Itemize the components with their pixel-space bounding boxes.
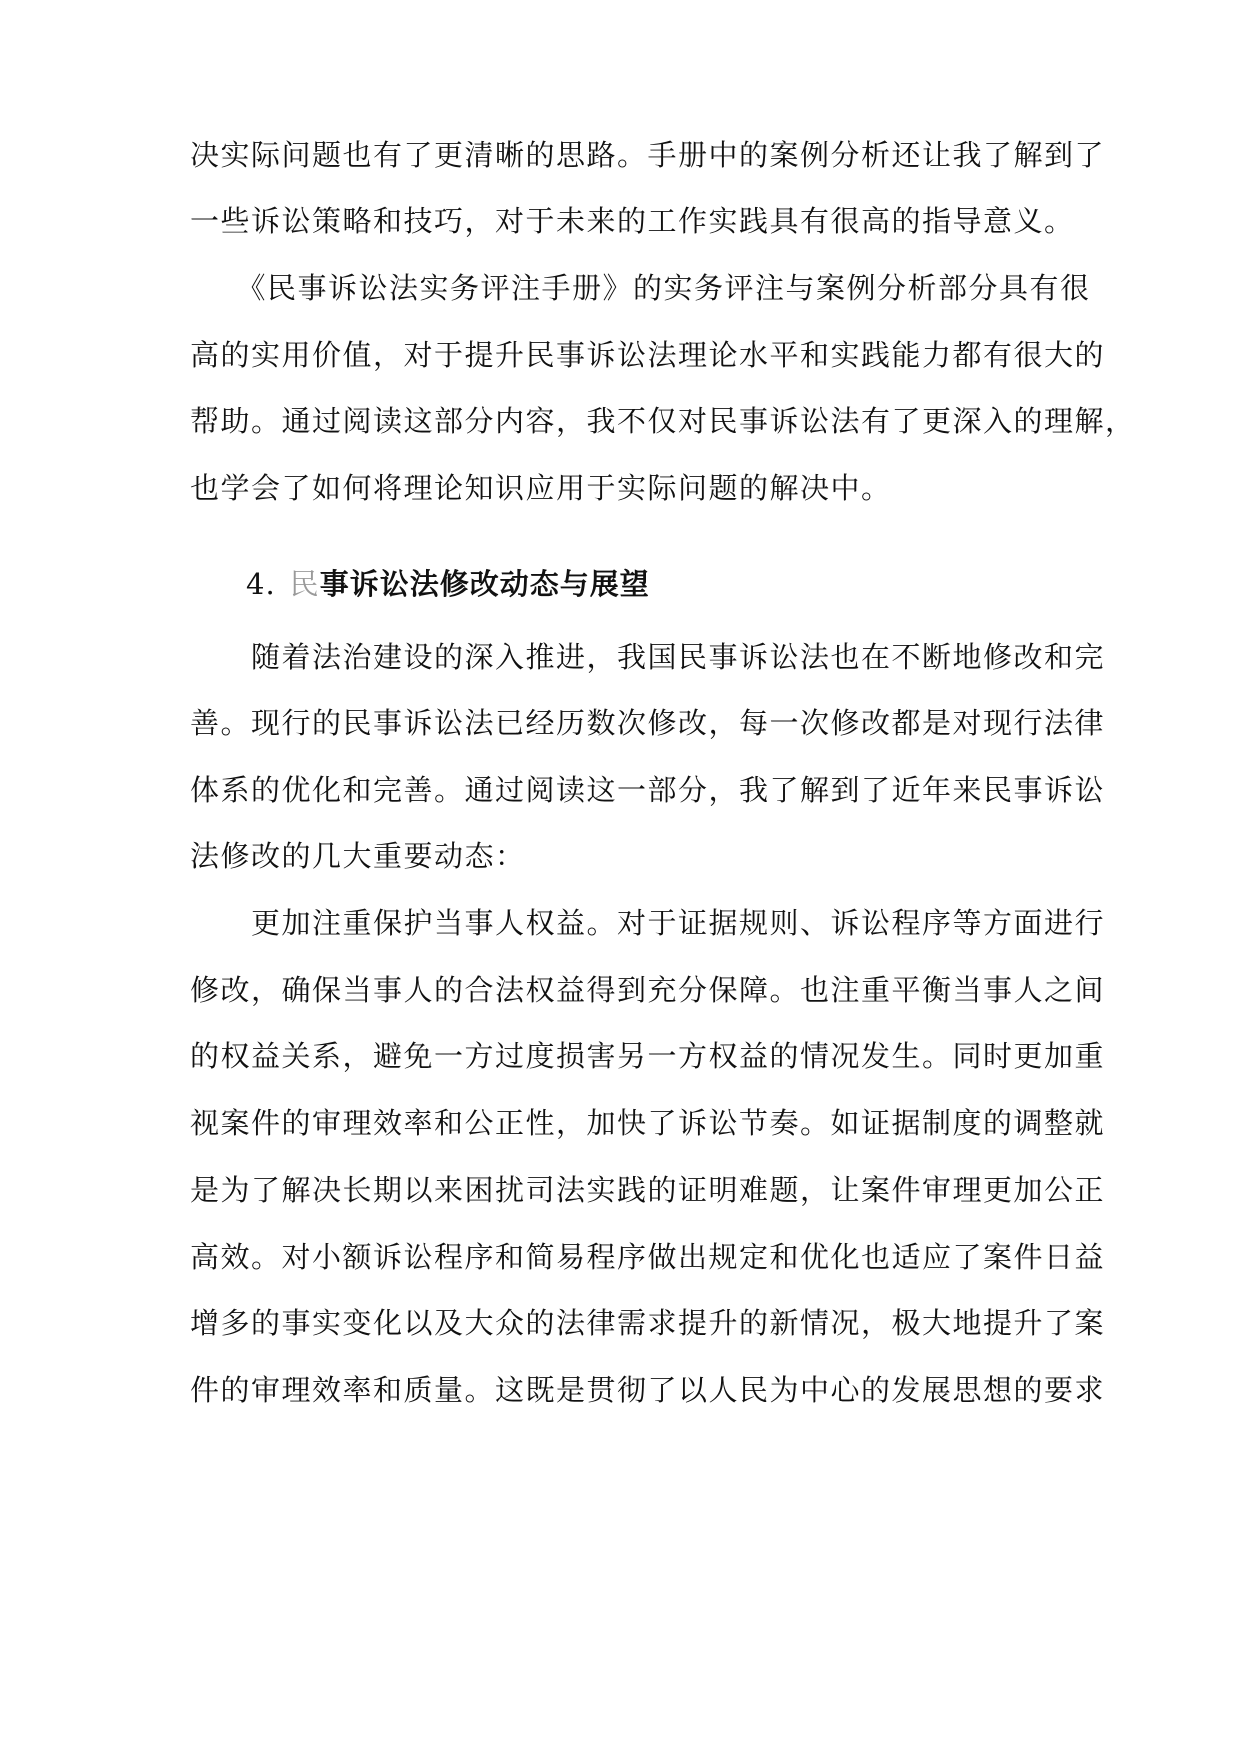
paragraph-line: 随着法治建设的深入推进，我国民事诉讼法也在不断地修改和完 — [190, 640, 1106, 674]
paragraph-line: 善。现行的民事诉讼法已经历数次修改，每一次修改都是对现行法律 — [190, 706, 1106, 740]
paragraph-line: 增多的事实变化以及大众的法律需求提升的新情况，极大地提升了案 — [190, 1306, 1106, 1340]
paragraph-line: 《民事诉讼法实务评注手册》的实务评注与案例分析部分具有很 — [190, 271, 1091, 305]
section-heading-first-char: 民 — [289, 567, 320, 601]
paragraph-line: 体系的优化和完善。通过阅读这一部分，我了解到了近年来民事诉讼 — [190, 773, 1106, 807]
paragraph-line: 法修改的几大重要动态： — [190, 839, 526, 873]
section-heading — [246, 562, 650, 606]
paragraph-line: 一些诉讼策略和技巧，对于未来的工作实践具有很高的指导意义。 — [190, 204, 1075, 238]
section-number: 4. — [246, 567, 276, 601]
paragraph-line: 修改，确保当事人的合法权益得到充分保障。也注重平衡当事人之间 — [190, 973, 1106, 1007]
section-heading-text: 事诉讼法修改动态与展望 — [319, 567, 650, 601]
paragraph-line: 高效。对小额诉讼程序和简易程序做出规定和优化也适应了案件日益 — [190, 1240, 1106, 1274]
paragraph-line: 也学会了如何将理论知识应用于实际问题的解决中。 — [190, 471, 892, 505]
paragraph-line: 帮助。通过阅读这部分内容，我不仅对民事诉讼法有了更深入的理解， — [190, 404, 1136, 438]
paragraph-line: 是为了解决长期以来困扰司法实践的证明难题，让案件审理更加公正 — [190, 1173, 1106, 1207]
paragraph-line: 更加注重保护当事人权益。对于证据规则、诉讼程序等方面进行 — [190, 906, 1106, 940]
paragraph-line: 视案件的审理效率和公正性，加快了诉讼节奏。如证据制度的调整就 — [190, 1106, 1106, 1140]
paragraph-line: 件的审理效率和质量。这既是贯彻了以人民为中心的发展思想的要求 — [190, 1373, 1106, 1407]
paragraph-line: 高的实用价值，对于提升民事诉讼法理论水平和实践能力都有很大的 — [190, 338, 1106, 372]
paragraph-line: 决实际问题也有了更清晰的思路。手册中的案例分析还让我了解到了 — [190, 138, 1106, 172]
paragraph-line: 的权益关系，避免一方过度损害另一方权益的情况发生。同时更加重 — [190, 1039, 1106, 1073]
